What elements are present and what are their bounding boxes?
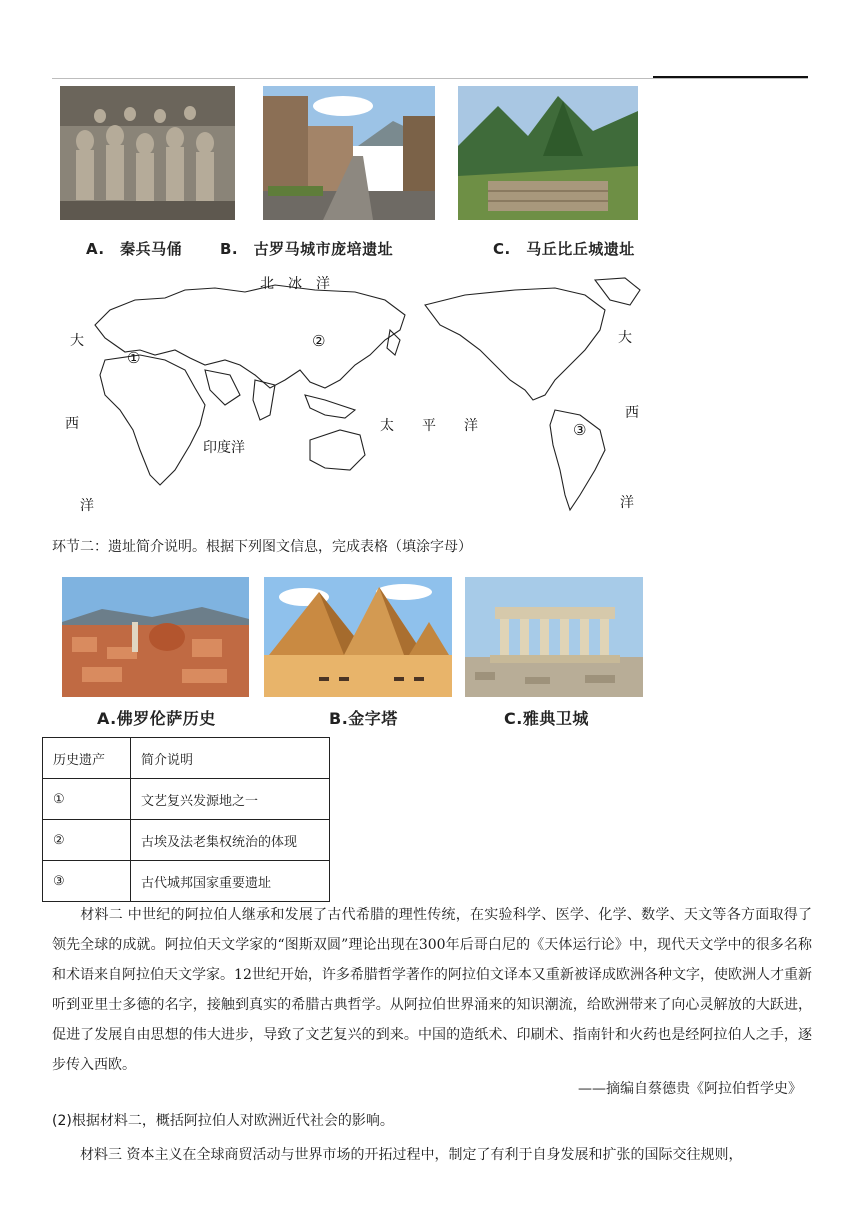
caption-a-florence: A.佛罗伦萨历史 (97, 709, 216, 728)
question-2: (2)根据材料二，概括阿拉伯人对欧洲近代社会的影响。 (52, 1113, 394, 1129)
pacific-ocean-label: 太 平 洋 (380, 418, 478, 434)
atlantic-right-char-2: 西 (625, 405, 639, 421)
caption-b-pompeii: B. 古罗马城市庞培遗址 (220, 240, 394, 258)
terracotta-warriors-photo (60, 86, 235, 220)
header-rule-accent (653, 76, 808, 78)
atlantic-right-char-3: 洋 (620, 495, 634, 511)
section-2-instruction: 环节二：遗址简介说明。根据下列图文信息，完成表格（填涂字母） (52, 539, 472, 555)
caption-a-terracotta: A. 秦兵马俑 (86, 240, 183, 258)
caption-c-machu-picchu: C. 马丘比丘城遗址 (493, 240, 635, 258)
material-2-text: 材料二 中世纪的阿拉伯人继承和发展了古代希腊的理性传统，在实验科学、医学、化学、数学、天文等各方面取得了领先全球的成就。阿拉伯天文学家的“图斯双圆”理论出现在300年后哥白尼的《天体运行论》中，现代天文学中的很多名称和术语来自阿拉伯天文学家。12世纪开始，许多希腊哲学著作的阿拉伯文译本又重新被译成欧洲各种文字，使欧洲人才重新听到亚里士多德的名字，接触到真实的希腊古典哲学。从阿拉伯世界涌来的知识潮流，给欧洲带来了向心灵解放的大跃进，促进了发展自由思想的伟大进步，导致了文艺复兴的到来。中国的造纸术、印刷术、指南针和火药也是经阿拉伯人之手，逐步传入西欧。 (52, 907, 812, 1073)
atlantic-right-char-1: 大 (618, 330, 632, 346)
table-cell-marker: ② (43, 820, 131, 861)
caption-c-acropolis: C.雅典卫城 (504, 709, 589, 728)
table-cell-description: 古代城邦国家重要遗址 (131, 861, 330, 902)
marker-2: ② (312, 332, 326, 350)
table-cell-description: 文艺复兴发源地之一 (131, 779, 330, 820)
caption-b-pyramids: B.金字塔 (329, 709, 398, 728)
material-3-paragraph (52, 1140, 812, 1170)
atlantic-left-char-3: 洋 (80, 498, 94, 514)
table-row (43, 861, 330, 902)
table-header-heritage: 历史遗产 (43, 738, 131, 779)
material-2-source: ——摘编自蔡德贵《阿拉伯哲学史》 (578, 1081, 802, 1097)
acropolis-photo (465, 577, 643, 697)
marker-1: ① (127, 349, 141, 367)
pyramids-photo (264, 577, 452, 697)
table-row (43, 779, 330, 820)
table-header-row (43, 738, 330, 779)
header-rule (52, 78, 808, 79)
atlantic-left-char-1: 大 (70, 333, 84, 349)
florence-photo (62, 577, 249, 697)
table-header-description: 简介说明 (131, 738, 330, 779)
machu-picchu-photo (458, 86, 638, 220)
pompeii-ruins-photo (263, 86, 435, 220)
material-3-text: 材料三 资本主义在全球商贸活动与世界市场的开拓过程中，制定了有利于自身发展和扩张的国际交往规则， (80, 1147, 743, 1163)
indian-ocean-label: 印度洋 (203, 440, 245, 456)
table-cell-description: 古埃及法老集权统治的体现 (131, 820, 330, 861)
marker-3: ③ (573, 421, 587, 439)
atlantic-left-char-2: 西 (65, 416, 79, 432)
heritage-table (42, 737, 330, 902)
world-map (55, 270, 645, 520)
arctic-ocean-label: 北 冰 洋 (260, 276, 330, 292)
material-2-paragraph (52, 900, 812, 1080)
table-row (43, 820, 330, 861)
table-cell-marker: ① (43, 779, 131, 820)
table-cell-marker: ③ (43, 861, 131, 902)
